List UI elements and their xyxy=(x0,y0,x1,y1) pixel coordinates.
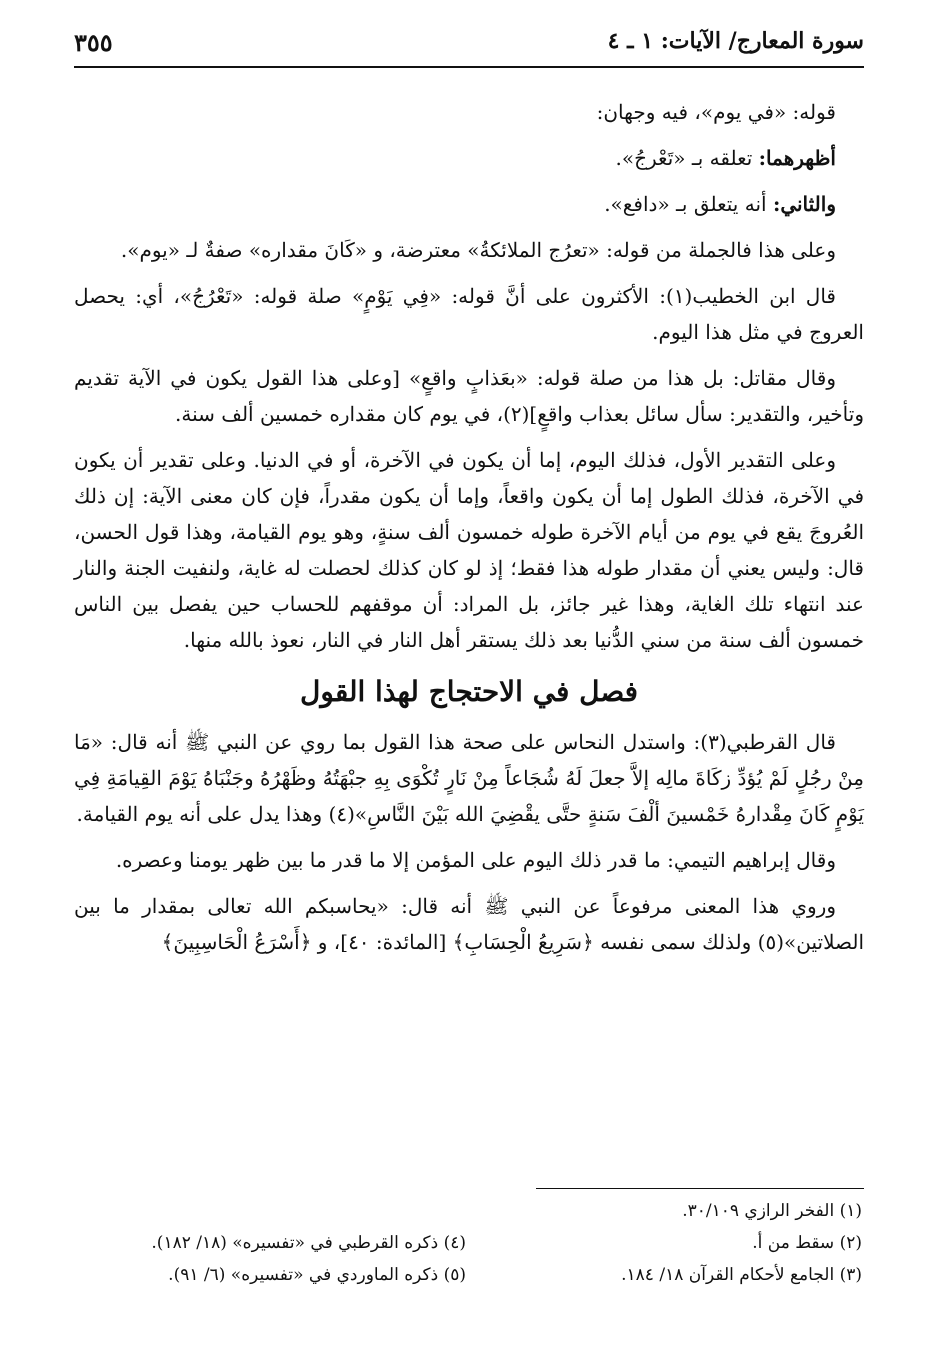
footnote-5: (٥) ذكره الماوردي في «تفسيره» (٦/ ٩١). xyxy=(168,1265,466,1285)
paragraph-4: وعلى هذا فالجملة من قوله: «تعرُج الملائكةُ» معترضة، و «كَانَ مقداره» صفةٌ لـ «يوم». xyxy=(120,238,836,262)
page-number: ٣٥٥ xyxy=(74,28,113,57)
paragraph-8: قال القرطبي(٣): واستدل النحاس على صحة هذا القول بما روي عن النبي ﷺ أنه قال: «مَا مِنْ رجُلٍ لَمْ يُؤدِّ زكَاةَ مالِه إلاَّ جعلَ لَهُ شُجَاعاً مِنْ نَارٍ تُكْوَى بِهِ جبْهَتُهُ وظَهْرُهُ وجَنْبَاهُ يَوْمَ القِيامَةِ فِي يَوْمٍ كَانَ مِقْدارهُ خَمْسينَ ألْفَ سَنةٍ حتَّى يقْضِيَ الله بَيْنَ النَّاسِ»(٤) وهذا يدل على أنه يوم القيامة. xyxy=(74,730,864,826)
paragraph-7: وعلى التقدير الأول، فذلك اليوم، إما أن يكون في الآخرة، أو في الدنيا. وعلى تقدير أن يكون في الآخرة، فذلك الطول إما أن يكون واقعاً، وإما أن يكون مقدراً، فإن كان معنى الآية: إن ذلك العُروجَ يقع في يوم من أيام الآخرة طوله خمسون ألف سنةٍ، وهو يوم القيامة، وهذا قول الحسن، قال: وليس يعني أن مقدار طوله هذا فقط؛ إذ لو كان كذلك لحصلت له غاية، ولنفيت الجنة والنار عند انتهاء تلك الغاية، وهذا غير جائز، بل المراد: أن موقفهم للحساب حين يفصل بين الناس خمسون ألف سنة من سني الدُّنيا بعد ذلك يستقر أهل النار في النار، نعوذ بالله منها. xyxy=(74,448,864,652)
footnote-1: (١) الفخر الرازي ٣٠/١٠٩. xyxy=(682,1201,862,1221)
footnote-3: (٣) الجامع لأحكام القرآن ١٨/ ١٨٤. xyxy=(621,1265,862,1285)
footnote-4: (٤) ذكره القرطبي في «تفسيره» (١٨/ ١٨٢). xyxy=(151,1233,466,1253)
paragraph-2 xyxy=(74,140,864,176)
main-text xyxy=(74,94,864,970)
paragraph-9: وقال إبراهيم التيمي: ما قدر ذلك اليوم على المؤمن إلا ما قدر ما بين ظهر يومنا وعصره. xyxy=(115,848,836,872)
paragraph-3-text: أنه يتعلق بـ «دافع». xyxy=(604,192,773,216)
paragraph-3 xyxy=(74,186,864,222)
header-title: سورة المعارج/ الآيات: ١ ـ ٤ xyxy=(607,28,864,54)
paragraph-2-text: تعلقه بـ «تَعْرجُ». xyxy=(615,146,759,170)
paragraph-5: قال ابن الخطيب(١): الأكثرون على أنَّ قوله: «فِي يَوْمٍ» صلة قوله: «تَعْرُجُ»، أي: يحصل العروج في مثل هذا اليوم. xyxy=(74,284,864,344)
running-header xyxy=(74,22,864,68)
footnote-separator xyxy=(536,1188,864,1189)
footnote-2: (٢) سقط من أ. xyxy=(752,1233,862,1253)
paragraph-3-label: والثاني: xyxy=(772,192,836,216)
paragraph-2-label: أظهرهما: xyxy=(758,146,836,170)
section-heading: فصل في الاحتجاج لهذا القول xyxy=(300,675,638,708)
paragraph-10: وروي هذا المعنى مرفوعاً عن النبي ﷺ أنه قال: «يحاسبكم الله تعالى بمقدار ما بين الصلاتين»(٥) ولذلك سمى نفسه ﴿سَرِيعُ الْحِسَابِ﴾ [المائدة: ٤٠]، و ﴿أَسْرَعُ الْحَاسِبِينَ﴾ xyxy=(74,894,864,954)
paragraph-1: قوله: «في يوم»، فيه وجهان: xyxy=(596,100,836,124)
paragraph-6: وقال مقاتل: بل هذا من صلة قوله: «بعَذابٍ واقعٍ» [وعلى هذا القول يكون في الآية تقديم وتأخير، والتقدير: سأل سائل بعذاب واقعٍ](٢)، في يوم كان مقداره خمسين ألف سنة. xyxy=(74,366,864,426)
